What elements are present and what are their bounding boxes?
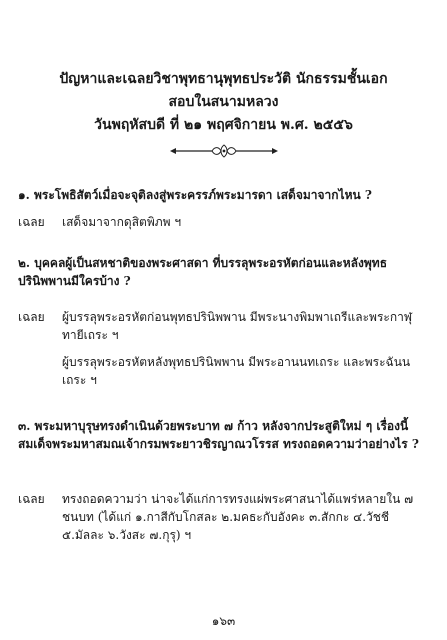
answer-label-3: เฉลย [18, 492, 45, 506]
answer-2-part-1: ผู้บรรลุพระอรหัตก่อนพุทธปรินิพพาน มีพระนางพิมพาเถรีและพระกาฬุทายีเถระ ฯ [62, 310, 413, 342]
answer-3: ทรงถอดความว่า น่าจะได้แก่การทรงแผ่พระศาสนาได้แพร่หลายใน ๗ ชนบท (ได้แก่ ๑.กาสีกับโกสละ ๒.มคธะกับอังคะ ๓.สักกะ ๔.วัชชี ๕.มัลละ ๖.วังสะ ๗.กุรุ) ฯ [62, 492, 414, 542]
question-2: ๒. บุคคลผู้เป็นสหชาติของพระศาสดา ที่บรรลุพระอรหัตก่อนและหลังพุทธปรินิพพานมีใครบ้าง ? [18, 256, 388, 288]
header-title-line3: วันพฤหัสบดี ที่ ๒๑ พฤศจิกายน พ.ศ. ๒๕๕๖ [94, 117, 353, 133]
answer-2-part-2: ผู้บรรลุพระอรหัตหลังพุทธปรินิพพาน มีพระอานนทเถระ และพระฉันนเถระ ฯ [62, 355, 411, 387]
answer-label-1: เฉลย [18, 215, 45, 229]
ornamental-divider-icon [168, 143, 280, 159]
header-title-line1: ปัญหาและเฉลยวิชาพุทธานุพุทธประวัติ นักธรรมชั้นเอก [59, 71, 388, 87]
answer-label-2: เฉลย [18, 310, 45, 324]
question-1: ๑. พระโพธิสัตว์เมื่อจะจุติลงสู่พระครรภ์พระมารดา เสด็จมาจากไหน ? [18, 188, 372, 202]
page-number: ๑๖๓ [211, 614, 236, 628]
question-3: ๓. พระมหาบุรุษทรงดำเนินด้วยพระบาท ๗ ก้าว หลังจากประสูติใหม่ ๆ เรื่องนี้ สมเด็จพระมหาสมณเจ้ากรมพระยาวชิรญาณวโรรส ทรงถอดความว่าอย่างไร ? [18, 419, 419, 451]
answer-1: เสด็จมาจากดุสิตพิภพ ฯ [62, 215, 182, 229]
header-title-line2: สอบในสนามหลวง [168, 94, 279, 110]
